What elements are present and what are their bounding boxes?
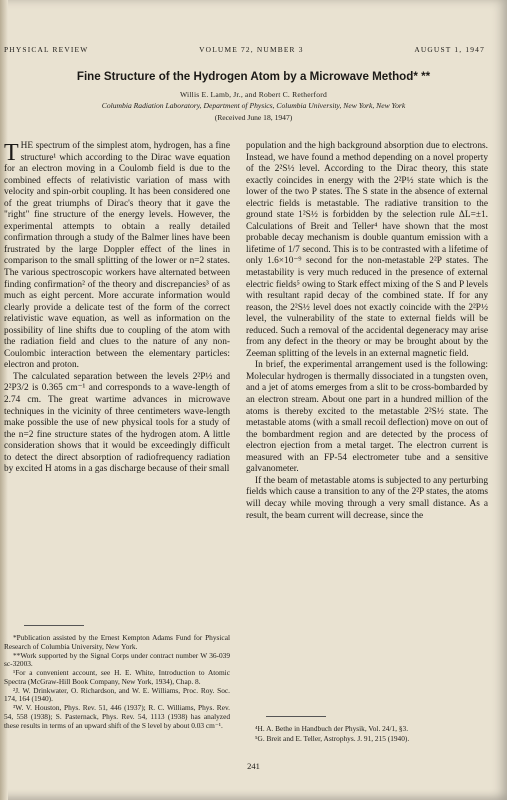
footnote-rule	[266, 716, 326, 717]
body-column-right	[246, 141, 488, 522]
body-paragraph: In brief, the experimental arrangement used is the following: Molecular hydrogen is thermally dissociated in a tungsten oven, and a jet of atoms emerges from a slit to be cross-bombarded by an electron stream. About one part in a hundred million of the atoms is thereby excited to the metastable 2²S½ state. The metastable atoms (with a small recoil deflection) move on out of the bombardment region and are detected by the process of electron ejection from a metal target. The electron current is measured with an FP-54 electrometer tube and a sensitive galvanometer.	[246, 360, 488, 475]
footnote: ⁴H. A. Bethe in Handbuch der Physik, Vol. 24/1, §3.	[255, 724, 409, 733]
footnote: **Work supported by the Signal Corps under contract number W 36-039 sc-32003.	[4, 650, 230, 669]
body-column-left	[4, 141, 230, 476]
body-paragraph: THE spectrum of the simplest atom, hydrogen, has a fine structure¹ which according to the Dirac wave equation for an electron moving in a Coulomb field is due to the combined effects of relativistic variation of mass with velocity and spin-orbit coupling. It has been considered one of the great triumphs of Dirac's theory that it gave the "right" fine structure of the energy levels. However, the experimental attempts to obtain a really detailed confirmation through a study of the Balmer lines have been frustrated by the large Doppler effect of the lines in comparison to the small splitting of the lower or n=2 states. The various spectroscopic workers have alternated between finding confirmation² of the theory and discrepancies³ of as much as eight percent. More accurate information would clearly provide a delicate test of the form of the correct relativistic wave equation, as well as information on the possibility of line shifts due to coupling of the atom with the radiation field and clues to the nature of any non-Coulombic interaction between the elementary particles: electron and proton.	[4, 140, 230, 371]
page-number: 241	[247, 761, 260, 771]
footnotes-right	[246, 724, 488, 743]
author-affiliation: Columbia Radiation Laboratory, Department of Physics, Columbia University, New York, New York	[101, 101, 406, 110]
body-paragraph: If the beam of metastable atoms is subjected to any perturbing fields which cause a transition to any of the 2²P states, the atoms will decay while moving through a very small distance. As a result, the beam current will decrease, since the	[246, 475, 488, 521]
received-date: (Received June 18, 1947)	[214, 113, 293, 122]
journal-name: PHYSICAL REVIEW	[4, 45, 89, 54]
footnote: *Publication assisted by the Ernest Kempton Adams Fund for Physical Research of Columbia University, New York.	[4, 633, 230, 651]
footnote: ³W. V. Houston, Phys. Rev. 51, 446 (1937); R. C. Williams, Phys. Rev. 54, 558 (1938); S. Pasternack, Phys. Rev. 54, 1113 (1938) has analyzed these results in terms of an upward shift of the S level by about 0.03 cm⁻¹.	[4, 703, 230, 730]
running-head	[4, 45, 485, 54]
footnotes-left	[4, 634, 230, 730]
volume-number: VOLUME 72, NUMBER 3	[199, 45, 304, 54]
footnote: ²J. W. Drinkwater, O. Richardson, and W. E. Williams, Proc. Roy. Soc. 174, 164 (1940).	[4, 685, 230, 704]
footnote: ¹For a convenient account, see H. E. White, Introduction to Atomic Spectra (McGraw-Hill Book Company, New York, 1934), Chap. 8.	[4, 668, 230, 686]
footnote: ⁵G. Breit and E. Teller, Astrophys. J. 91, 215 (1940).	[255, 733, 410, 743]
body-paragraph: population and the high background absorption due to electrons. Instead, we have found a method depending on a novel property of the 2²S½ level. According to the Dirac theory, this state exactly coincides in energy with the 2²P½ state which is the lower of the two P states. The S state in the absence of external electric fields is metastable. The radiative transition to the ground state 1²S½ is forbidden by the selection rule ΔL=±1. Calculations of Breit and Teller⁴ have shown that the most probable decay mechanism is double quantum emission with a lifetime of 1/7 second. This is to be contrasted with a lifetime of only 1.6×10⁻⁹ second for the non-metastable 2²P states. The metastability is very much reduced in the presence of external electric fields⁵ owing to Stark effect mixing of the S and P levels with resultant rapid decay of the combined state. If for any reason, the 2²S½ level does not exactly coincide with the 2²P½ level, the vulnerability of the state to external fields will be reduced. Such a removal of the accidental degeneracy may arise from any defect in the theory or may be brought about by the Zeeman splitting of the levels in an external magnetic field.	[246, 141, 488, 359]
footnote-rule	[24, 625, 84, 626]
article-authors: Willis E. Lamb, Jr., and Robert C. Retherford	[179, 90, 328, 99]
drop-cap: T	[4, 140, 19, 166]
body-paragraph: The calculated separation between the levels 2²P½ and 2²P3/2 is 0.365 cm⁻¹ and corresponds to a wave-length of 2.74 cm. The great wartime advances in microwave techniques in the vicinity of three centimeters wave-length make possible the use of new physical tools for a study of the n=2 fine structure states of the hydrogen atom. A little consideration shows that it would be exceedingly difficult to detect the direct absorption of radiofrequency radiation by excited H atoms in a gas discharge because of their small	[4, 371, 230, 475]
issue-date: AUGUST 1, 1947	[414, 45, 485, 54]
article-title: Fine Structure of the Hydrogen Atom by a Microwave Method* **	[76, 70, 431, 83]
